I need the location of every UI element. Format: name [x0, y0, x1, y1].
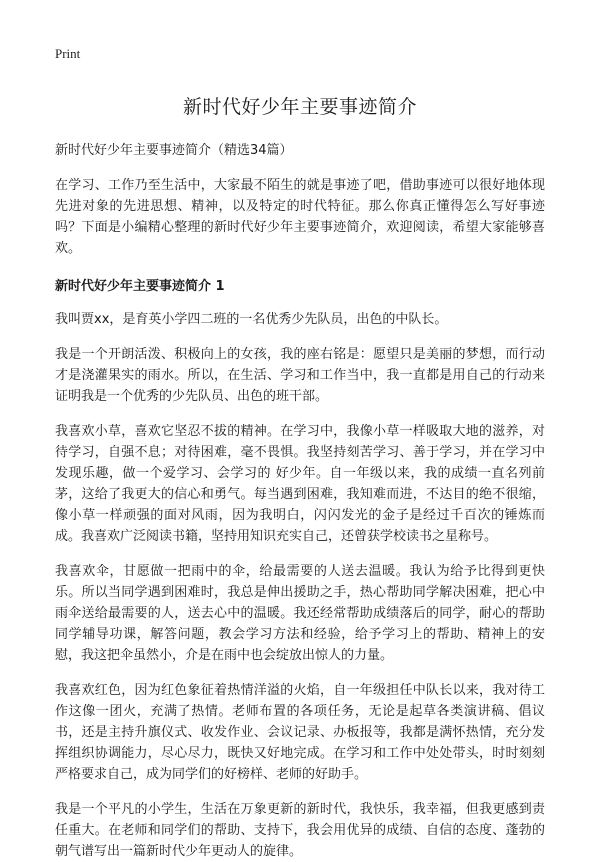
document-subtitle: 新时代好少年主要事迹简介（精选34篇） — [55, 143, 293, 158]
intro-paragraph: 在学习、工作乃至生活中，大家最不陌生的就是事迹了吧，借助事迹可以很好地体现先进对象的先进思想、精神，以及特定的时代特征。那么你真正懂得怎么写好事迹吗？下面是小编精心整理的新时代好少年主要事迹简介，欢迎阅读，希望大家能够喜欢。 — [55, 178, 545, 256]
print-link[interactable]: Print — [55, 46, 81, 61]
document-title: 新时代好少年主要事迹简介 — [182, 96, 417, 118]
paragraph-3: 我喜欢小草，喜欢它坚忍不拔的精神。在学习中，我像小草一样吸取大地的滋养，对待学习，自强不息；对待困难，毫不畏惧。我坚持刻苦学习、善于学习，并在学习中发现乐趣，做一个爱学习、会学习的 好少年。自一年级以来，我的成绩一直名列前茅，这给了我更大的信心和勇气。每当遇到困难，我知难而进，不达目的绝不很缩，像小草一样顽强的面对风雨，因为我明白，闪闪发光的金子是经过千百次的锤炼而成。我喜欢广泛阅读书籍，坚持用知识充实自己，还曾获学校读书之星称号。 — [55, 424, 545, 544]
paragraph-6: 我是一个平凡的小学生，生活在万象更新的新时代，我快乐，我幸福，但我更感到责任重大。在老师和同学们的帮助、支持下，我会用优异的成绩、自信的态度、蓬勃的朝气谱写出一篇新时代少年更动人的旋律。 — [55, 802, 545, 859]
paragraph-4: 我喜欢伞，甘愿做一把雨中的伞，给最需要的人送去温暖。我认为给予比得到更快乐。所以当同学遇到困难时，我总是伸出援助之手，热心帮助同学解决困难，把心中雨伞送给最需要的人，送去心中的温暖。我还经常帮助成绩落后的同学，耐心的帮助同学辅导功课，解答问题，教会学习方法和经验，给予学习上的帮助、精神上的安慰，我这把伞虽然小，介是在雨中也会绽放出惊人的力量。 — [55, 564, 545, 663]
paragraph-5: 我喜欢红色，因为红色象征着热情洋溢的火焰，自一年级担任中队长以来，我对待工作这像一团火，充满了热情。老师布置的各项任务，无论是起草各类演讲稿、倡议书，还是主持升旗仪式、收发作业、会议记录、办板报等，我都是满怀热情，充分发挥组织协调能力，尽心尽力，既快又好地完成。在学习和工作中处处带头，时时刻刻严格要求自己，成为同学们的好榜样、老师的好助手。 — [55, 683, 545, 782]
paragraph-1: 我叫贾xx，是育英小学四二班的一名优秀少先队员，出色的中队长。 — [55, 312, 448, 327]
paragraph-2: 我是一个开朗活泼、积极向上的女孩，我的座右铭是：愿望只是美丽的梦想，而行动才是浇灌果实的雨水。所以，在生活、学习和工作当中，我一直都是用自己的行动来证明我是一个优秀的少先队员、出色的班干部。 — [55, 347, 545, 404]
section-heading: 新时代好少年主要事迹简介 1 — [55, 279, 225, 294]
